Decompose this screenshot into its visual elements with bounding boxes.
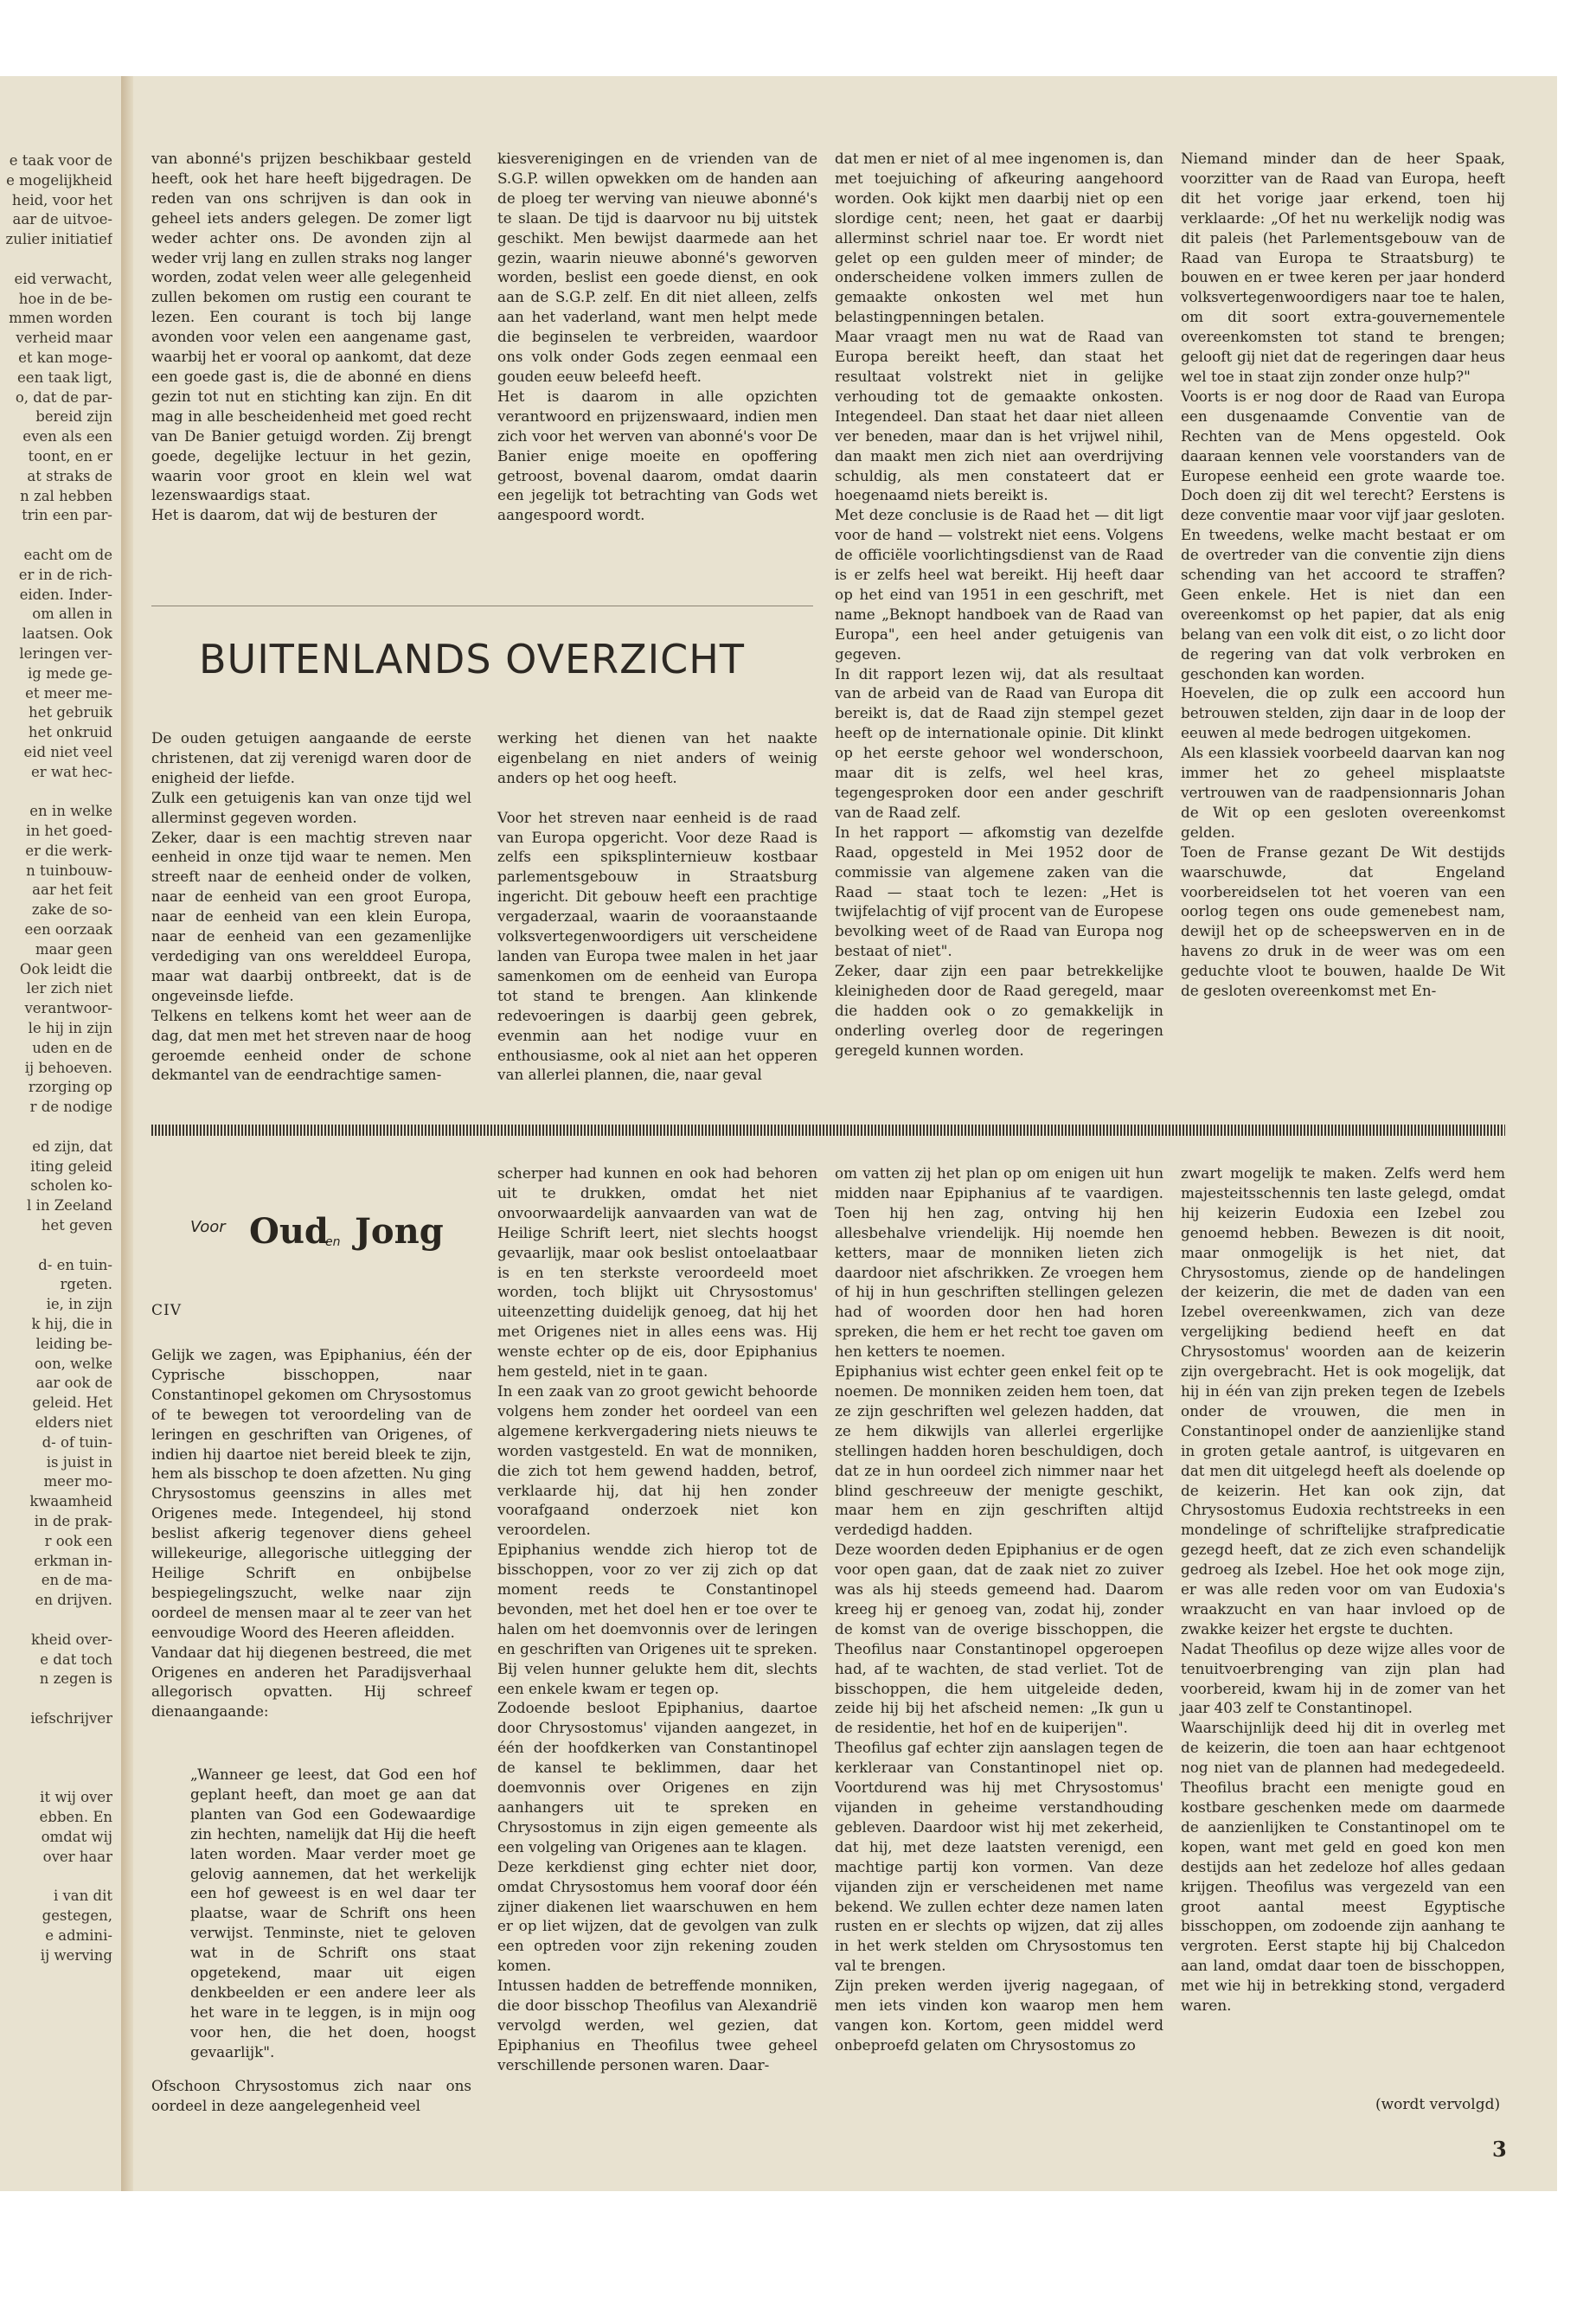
paragraph: Telkens en telkens komt het weer aan de dag, dat men met het streven naar de hoog geroemde eenheid onder de schone dekmantel van de eendrachtige samen- bbox=[151, 1006, 471, 1084]
paragraph: De ouden getuigen aangaande de eerste christenen, dat zij verenigd waren door de enigheid der liefde. bbox=[151, 729, 471, 786]
fragment-line: rzorging op bbox=[28, 1079, 112, 1096]
fragment-line: uden en de bbox=[32, 1039, 112, 1056]
fragment-line: e taak voor de bbox=[9, 152, 112, 169]
paragraph: In dit rapport lezen wij, dat als resultaat van de arbeid van de Raad van Europa dit bereikt is, dat de Raad zijn stempel gezet heeft op de internationale opinie. Dit klinkt op het eerste gehoor wel wonderschoon, maar dit is zelfs, wel heel kras, tegengesproken door een ander geschrift van de Raad zelf. bbox=[835, 664, 1163, 821]
to-be-continued: (wordt vervolgd) bbox=[1375, 2096, 1501, 2113]
fragment-line: leringen ver- bbox=[19, 644, 112, 662]
paragraph: Epiphanius wendde zich hierop tot de bisschoppen, voor zo ver zij zich op dat moment reeds te Constantinopel bevonden, met het doel hen er toe over te halen om het doemvonnis over de leringen en geschriften van Origenes uit te spreken. Bij velen hunner gelukte hem dit, slechts een enkele kwam er tegen op. bbox=[497, 1541, 817, 1697]
fragment-line: is juist in bbox=[46, 1453, 112, 1471]
fragment-line: scholen ko- bbox=[30, 1177, 112, 1195]
fragment-line: e dat toch bbox=[40, 1650, 112, 1668]
fragment-line: kheid over- bbox=[31, 1631, 112, 1648]
paragraph: Waarschijnlijk deed hij dit in overleg met de keizerin, die toen aan haar echtgenoot nog niet van de plannen had medegedeeld. Theofilus bracht een menigte goud en kostbare geschenken mede om daarmede de aanzienlijken te Constantinopel om te kopen, want met geld en goed kon men destijds aan het zedeloze hof alles gedaan krijgen. Theofilus was vergezeld van een groot aantal meest Egyptische bisschoppen, om zodoende zijn aanhang te vergroten. Eerst stapte hij bij Chalcedon aan land, omdat daar toen de bisschoppen, met wie hij in betrekking stond, vergaderd waren. bbox=[1181, 1719, 1505, 2015]
paragraph: Vandaar dat hij diegenen bestreed, die met Origenes en anderen het Paradijsverhaal allegorisch opvatten. Hij schreef dienaangaande: bbox=[151, 1643, 471, 1721]
fragment-line: e mogelijkheid bbox=[6, 171, 112, 189]
title-oud: Oud bbox=[249, 1211, 329, 1252]
oud-jong-column-2 bbox=[497, 1163, 817, 2075]
paragraph: In het rapport — afkomstig van dezelfde Raad, opgesteld in Mei 1952 door de commissie van algemene zaken van die Raad — staat toch te lezen: „Het is twijfelachtig of vijf procent van de Europese bevolking weet of de Raad van Europa nog bestaat of niet". bbox=[835, 823, 1163, 960]
fragment-line: ij werving bbox=[40, 1946, 112, 1964]
fragment-line: er die werk- bbox=[25, 842, 112, 859]
fragment-line: k hij, die in bbox=[31, 1316, 112, 1333]
fragment-line: oon, welke bbox=[35, 1355, 112, 1372]
fragment-line: iefschrijver bbox=[30, 1709, 112, 1727]
fragment-line: ie, in zijn bbox=[46, 1296, 112, 1313]
paragraph: zwart mogelijk te maken. Zelfs werd hem majesteitsschennis ten laste gelegd, omdat hij keizerin Eudoxia een Izebel zou genoemd hebben. Bewezen is dit nooit, maar onmogelijk is het niet, dat Chrysostomus, ziende op de handelingen der keizerin, die met de daden van een Izebel overeenkwamen, zich van deze vergelijking bediend heeft en dat Chrysostomus' woorden aan de keizerin zijn overgebracht. Het is ook mogelijk, dat hij in één van zijn preken tegen de Izebels onder de vrouwen, die men in Constantinopel onder de aanzienlijke stand in groten getale aantrof, is uitgevaren en dat men dit uitgelegd heeft als doelende op de keizerin. Het kan ook zijn, dat Chrysostomus Eudoxia rechtstreeks in een mondelinge of schriftelijke strafpredicatie gezegd heeft, dat ze zich even schandelijk gedroeg als Izebel. Hoe het ook moge zijn, er was alle reden voor om van Eudoxia's wraakzucht en van haar invloed op de zwakke keizer het ergste te duchten. bbox=[1181, 1164, 1505, 1638]
fragment-line: aar het feit bbox=[32, 881, 112, 899]
fragment-line bbox=[0, 1768, 112, 1788]
fragment-line: n tuinbouw- bbox=[26, 862, 112, 879]
fragment-line: le hij in zijn bbox=[28, 1020, 112, 1037]
paragraph: Niemand minder dan de heer Spaak, voorzitter van de Raad van Europa, heeft dit het vorige jaar erkend, toen hij verklaarde: „Of het nu werkelijk nodig was dit paleis (het Parlementsgebouw van de Raad van Europa te Straatsburg) te bouwen en er twee keren per jaar honderd volksvertegenwoordigers naar toe te halen, om dit soort extra-gouvernementele overeenkomsten tot stand te brengen; gelooft gij niet dat de regeringen daar heus wel toe in staat zijn zonder onze hulp?" bbox=[1181, 150, 1505, 385]
fragment-line: et kan moge- bbox=[18, 349, 112, 366]
paragraph: Het is daarom in alle opzichten verantwoord en prijzenswaard, indien men zich voor het werven van abonné's voor De Banier enige moeite en opoffering getroost, bovenal daarom, omdat daarin een jegelijk tot betrachting van Gods wet aangespoord wordt. bbox=[497, 387, 817, 524]
fragment-line: een oorzaak bbox=[24, 921, 112, 939]
buitenlands-column-4 bbox=[1181, 149, 1505, 1001]
fragment-line: hoe in de be- bbox=[18, 290, 112, 307]
previous-page-fragments bbox=[0, 151, 112, 1965]
fragment-line: een taak ligt, bbox=[17, 369, 112, 386]
fragment-line bbox=[0, 1611, 112, 1631]
paragraph: kiesverenigingen en de vrienden van de S.G.P. willen opwekken om de handen aan de ploeg ter werving van nieuwe abonné's te slaan. De tijd is daarvoor nu bij uitstek geschikt. Men bewijst daarmede aan het gezin, waarin nieuwe abonné's geworven worden, beslist een goede dienst, en ook aan de S.G.P. zelf. En dit niet alleen, zelfs aan het vaderland, want men helpt mede die beginselen te verbreiden, waardoor ons volk onder Gods zegen eenmaal een gouden eeuw beleefd heeft. bbox=[497, 150, 817, 385]
paragraph: Zodoende besloot Epiphanius, daartoe door Chrysostomus' vijanden aangezet, in één der hoofdkerken van Constantinopel de kansel te beklimmen, daar het doemvonnis over Origenes en zijn aanhangers uit te spreken en Chrysostomus in zijn eigen gemeente als een volgeling van Origenes aan te klagen. bbox=[497, 1699, 817, 1856]
fragment-line: even als een bbox=[22, 428, 112, 445]
fragment-line: gestegen, bbox=[42, 1907, 112, 1924]
oud-jong-column-3 bbox=[835, 1163, 1163, 2055]
paragraph: Zeker, daar zijn een paar betrekkelijke kleinigheden door de Raad geregeld, maar die hadden ook o zo gemakkelijk in onderling overleg door de regeringen geregeld kunnen worden. bbox=[835, 962, 1163, 1059]
top-column-1 bbox=[151, 149, 471, 525]
fragment-line bbox=[0, 1749, 112, 1769]
fragment-line: eacht om de bbox=[23, 546, 112, 563]
fragment-line: i van dit bbox=[53, 1888, 112, 1905]
fragment-line bbox=[0, 1236, 112, 1256]
fragment-line: verheid maar bbox=[16, 330, 112, 347]
fragment-line: iting geleid bbox=[30, 1157, 112, 1175]
oud-jong-column-1-end: Ofschoon Chrysostomus zich naar ons oordeel in deze aangelegenheid veel bbox=[151, 2077, 471, 2114]
title-voor: Voor bbox=[190, 1218, 226, 1236]
fragment-line: r de nodige bbox=[29, 1099, 112, 1116]
paragraph: Epiphanius wist echter geen enkel feit op te noemen. De monniken zeiden hem toen, dat ze zijn geschriften wel gelezen hadden, dat ze hem dikwijls van allerlei ergerlijke stellingen hadden horen beschuldigen, doch dat ze in hun oordeel zich nimmer naar het blind geschreeuw der menigte geschikt, maar hem en zijn geschriften altijd verdedigd hadden. bbox=[835, 1362, 1163, 1539]
fragment-line: bereid zijn bbox=[35, 408, 112, 426]
fragment-line bbox=[0, 1689, 112, 1709]
paragraph: dat men er niet of al mee ingenomen is, dan met toejuiching of afkeuring aangehoord worden. Ook kijkt men daarbij niet op een slordige cent; neen, het gaat er daarbij allerminst schriel naar toe. Er wordt niet gelet op een gulden meer of minder; de onderscheidene volken immers zullen de gemaakte onkosten wel met hun belastingpenningen betalen. bbox=[835, 150, 1163, 326]
paragraph: om vatten zij het plan op om enigen uit hun midden naar Epiphanius af te vaardigen. Toen hij hen zag, ontving hij hen allesbehalve vriendelijk. Hij noemde hen ketters, maar de monniken lieten zich daardoor niet afschrikken. Ze vroegen hem of hij in hun geschriften stellingen gelezen had of woorden door hen had horen spreken, die hem er het recht toe gaven om hen ketters te noemen. bbox=[835, 1164, 1163, 1361]
fragment-line bbox=[0, 1867, 112, 1887]
paragraph: Deze kerkdienst ging echter niet door, omdat Chrysostomus hem vooraf door één zijner diakenen liet waarschuwen en hem er op liet wijzen, dat de gevolgen van zulk een optreden voor zijn rekening zouden komen. bbox=[497, 1857, 817, 1975]
paragraph: Gelijk we zagen, was Epiphanius, één der Cyprische bisschoppen, naar Constantinopel gekomen om Chrysostomus of te bewegen tot veroordeling van de leringen en geschriften van Origenes, of indien hij daartoe niet bereid bleek te zijn, hem als bisschop te doen afzetten. Nu ging Chrysostomus geenszins in alles met Origenes mede. Integendeel, hij stond beslist afkerig tegenover diens geheel willekeurige, allegorische uitlegging der Heilige Schrift en onbijbelse bespiegelingszucht, welke naar zijn oordeel de mensen maar al te zeer van het eenvoudige Woord des Heeren afleidden. bbox=[151, 1346, 471, 1641]
buitenlands-column-2 bbox=[497, 728, 817, 1085]
fragment-line: Ook leidt die bbox=[19, 960, 112, 977]
fragment-line: er wat hec- bbox=[31, 763, 112, 780]
paragraph: Toen de Franse gezant De Wit destijds waarschuwde, dat Engeland voorbereidselen tot het voeren van een oorlog tegen ons oude gemenebest nam, dewijl het op de scheepswerven en in de havens zo druk in de weer was om een geduchte vloot te bouwen, haalde De Wit de gesloten overeenkomst met En- bbox=[1181, 843, 1505, 1000]
fragment-line: het geven bbox=[41, 1217, 112, 1234]
fragment-line: r ook een bbox=[44, 1532, 112, 1549]
paragraph: Theofilus gaf echter zijn aanslagen tegen de kerkleraar van Constantinopel niet op. Voortdurend was hij met Chrysostomus' vijanden in geheime verstandhouding gebleven. Daardoor wist hij met zekerheid, dat hij, met deze laatsten verenigd, een machtige partij kon vormen. Van deze vijanden zijn er verscheidenen met name bekend. We zullen echter deze namen laten rusten en er slechts op wijzen, dat zij alles in het werk stelden om Chrysostomus ten val te brengen. bbox=[835, 1739, 1163, 1975]
paragraph: scherper had kunnen en ook had behoren uit te drukken, omdat het niet onvoorwaardelijk aanvaarden van wat de Heilige Schrift leert, niet slechts hoogst gevaarlijk, maar ook beslist ontoelaatbaar is en ten sterkste veroordeeld moet worden, toch blijkt uit Chrysostomus' uiteenzetting duidelijk genoeg, dat hij het met Origenes niet in alles eens was. Hij wenste echter op de eis, door Epiphanius hem gesteld, niet in te gaan. bbox=[497, 1164, 817, 1381]
paragraph: Zeker, daar is een machtig streven naar eenheid in onze tijd waar te nemen. Men streeft naar de eenheid onder de volken, naar de eenheid van een groot Europa, naar de eenheid van een klein Europa, naar de eenheid van een gezamenlijke verdediging van ons werelddeel Europa, maar wat daarbij ontbreekt, dat is de ongeveinsde liefde. bbox=[151, 828, 471, 1004]
fragment-line: l in Zeeland bbox=[27, 1197, 112, 1215]
fragment-line: rgeten. bbox=[60, 1276, 112, 1293]
fragment-line: en de ma- bbox=[41, 1572, 112, 1589]
paragraph: Hoevelen, die op zulk een accoord hun betrouwen stelden, zijn daar in de loop der eeuwen al mede bedrogen uitgekomen. bbox=[1181, 684, 1505, 742]
fragment-line: it wij over bbox=[40, 1789, 112, 1806]
buitenlands-column-3 bbox=[835, 149, 1163, 1061]
fragment-line bbox=[0, 1118, 112, 1138]
fragment-line: ed zijn, dat bbox=[32, 1138, 112, 1155]
fragment-line: e admini- bbox=[45, 1926, 112, 1944]
fragment-line: ig mede ge- bbox=[28, 664, 112, 682]
fragment-line: d- en tuin- bbox=[38, 1256, 112, 1273]
fragment-line: n zegen is bbox=[39, 1670, 112, 1688]
quote-block: „Wanneer ge leest, dat God een hof geplant heeft, dan moet ge aan dat planten van God een Godewaardige zin hechten, namelijk dat Hij die heeft laten worden. Maar verder moet ge gelovig aannemen, dat het werkelijk een hof geweest is en wel daar ter plaatse, waar de Schrift ons heen verwijst. Tenminste, niet te geloven wat in de Schrift ons staat opgetekend, maar uit eigen denkbeelden er een andere leer als het ware in te leggen, is in mijn oog voor hen, die het doen, hoogst gevaarlijk". bbox=[190, 1766, 476, 2061]
fragment-line: om allen in bbox=[32, 606, 112, 623]
fragment-line: verantwoor- bbox=[24, 1000, 112, 1017]
fragment-line bbox=[0, 526, 112, 546]
binding-spine bbox=[121, 76, 133, 2191]
paragraph: Zijn preken werden ijverig nagegaan, of men iets vinden kon waarop men hem vangen kon. Kortom, geen middel werd onbeproefd gelaten om Chrysostomus zo bbox=[835, 1977, 1163, 2054]
fragment-line: in de prak- bbox=[34, 1512, 112, 1529]
fragment-line: et meer me- bbox=[25, 684, 112, 702]
paragraph: Met deze conclusie is de Raad het — dit ligt voor de hand — volstrekt niet eens. Volgens de officiële voorlichtingsdienst van de Raad is er zelfs heel wat bereikt. Hij heeft daar op het eind van 1951 in een geschrift, met name „Beknopt handboek van de Raad van Europa", een heel ander getuigenis van gegeven. bbox=[835, 506, 1163, 663]
fragment-line: aar ook de bbox=[35, 1375, 112, 1392]
fragment-line: d- of tuin- bbox=[42, 1433, 112, 1451]
title-jong: Jong bbox=[355, 1211, 444, 1252]
fragment-line: at straks de bbox=[27, 467, 112, 484]
fragment-line: eiden. Inder- bbox=[19, 586, 112, 603]
fragment-line: aar de uitvoe- bbox=[12, 211, 112, 228]
paragraph: Nadat Theofilus op deze wijze alles voor de tenuitvoerbrenging van zijn plan had voorbereid, kwam hij in de zomer van het jaar 403 zelf te Constantinopel. bbox=[1181, 1639, 1505, 1717]
fragment-line: zake de so- bbox=[31, 901, 112, 919]
top-column-2 bbox=[497, 149, 817, 525]
oud-jong-column-4 bbox=[1181, 1163, 1505, 2016]
paragraph: Voorts is er nog door de Raad van Europa een dusgenaamde Conventie van de Rechten van de Mens opgesteld. Ook daaraan kennen vele voorstanders van de Europese eenheid een grote waarde toe. Doch doen zij dit wel terecht? Eerstens is deze conventie maar voor vijf jaar gesloten. En tweedens, welke macht bestaat er om de overtreder van die conventie zijn diens schending van het accoord te straffen? Geen enkele. Het is niet dan een overeenkomst op het papier, dat als enig belang van een volk dit eist, o zo licht door de regering van dat volk verbroken en geschonden kan worden. bbox=[1181, 387, 1505, 683]
fragment-line: het gebruik bbox=[29, 704, 112, 721]
fragment-line: en in welke bbox=[29, 803, 112, 820]
fragment-line: elders niet bbox=[35, 1414, 112, 1431]
fragment-line bbox=[0, 1729, 112, 1749]
fragment-line: meer mo- bbox=[43, 1473, 112, 1490]
fragment-line: leiding be- bbox=[35, 1335, 112, 1352]
fragment-line: eid verwacht, bbox=[14, 270, 112, 287]
fragment-line: en drijven. bbox=[35, 1592, 112, 1609]
fragment-line: omdat wij bbox=[41, 1828, 112, 1845]
fragment-line: mmen worden bbox=[9, 310, 112, 327]
fragment-line: n zal hebben bbox=[20, 487, 112, 504]
fragment-line: maar geen bbox=[35, 940, 112, 958]
fragment-line: ij behoeven. bbox=[24, 1059, 112, 1076]
fragment-line: erkman in- bbox=[34, 1552, 112, 1569]
fragment-line: laatsen. Ook bbox=[22, 625, 112, 643]
paragraph bbox=[497, 788, 817, 808]
decorative-rule bbox=[151, 1125, 1505, 1136]
fragment-line: geleid. Het bbox=[32, 1394, 112, 1412]
fragment-line: in het goed- bbox=[26, 823, 112, 840]
oud-jong-column-1 bbox=[151, 1345, 471, 1721]
paragraph: Het is daarom, dat wij de besturen der bbox=[151, 506, 438, 524]
fragment-line: heid, voor het bbox=[11, 191, 112, 208]
installment-number: CIV bbox=[151, 1302, 182, 1319]
fragment-line: ebben. En bbox=[39, 1808, 112, 1825]
fragment-line: o, dat de par- bbox=[15, 388, 112, 406]
paragraph: Zulk een getuigenis kan van onze tijd wel allerminst gegeven worden. bbox=[151, 788, 471, 826]
paragraph: Deze woorden deden Epiphanius er de ogen voor open gaan, dat de zaak niet zo zuiver was als hij steeds gemeend had. Daarom kreeg hij er genoeg van, zodat hij, zonder de komst van de overige bisschoppen, die Theofilus naar Constantinopel opgeroepen had, af te wachten, de stad verliet. Tot de bisschoppen, die hem uitgeleide deden, zeide hij bij het afscheid nemen: „Ik gun u de residentie, het hof en de kuiperijen". bbox=[835, 1541, 1163, 1737]
fragment-line: trin een par- bbox=[22, 507, 112, 524]
paragraph: In een zaak van zo groot gewicht behoorde volgens hem zonder het oordeel van een algemene kerkvergadering niets nieuws te worden vastgesteld. En wat de monniken, die zich tot hem gewend hadden, betrof, verklaarde hij, dat hij hen zonder voorafgaand onderzoek niet kon veroordelen. bbox=[497, 1381, 817, 1539]
fragment-line: over haar bbox=[42, 1848, 112, 1865]
paragraph: van abonné's prijzen beschikbaar gesteld heeft, ook het hare heeft bijgedragen. De reden van ons schrijven is dan ook in geheel iets anders gelegen. De zomer ligt weder achter ons. De avonden zijn al weder vrij lang en zullen straks nog langer worden, zodat velen weer alle gelegenheid zullen bekomen om rustig een courant te lezen. Een courant is toch bij lange avonden voor velen een aangename gast, waarbij het er vooral op aankomt, dat deze een goede gast is, die de abonné en diens gezin tot nut en stichting kan zijn. En dit mag in alle bescheidenheid met goed recht van De Banier getuigd worden. Zij brengt goede, degelijke lectuur in het gezin, waarin voor groot en klein wel wat lezenswaardigs staat. bbox=[151, 150, 471, 504]
paragraph: Als een klassiek voorbeeld daarvan kan nog immer het zo geheel misplaatste vertrouwen van de raadpensionnaris Johan de Wit op een gesloten overeenkomst gelden. bbox=[1181, 744, 1505, 841]
buitenlands-column-1 bbox=[151, 728, 471, 1085]
paragraph: werking het dienen van het naakte eigenbelang en niet anders of weinig anders op het oog heeft. bbox=[497, 729, 817, 786]
fragment-line bbox=[0, 783, 112, 803]
fragment-line: ler zich niet bbox=[26, 980, 112, 997]
fragment-line: eid niet veel bbox=[23, 743, 112, 760]
paragraph: Voor het streven naar eenheid is de raad van Europa opgericht. Voor deze Raad is zelfs een spiksplinternieuw kostbaar parlementsgebouw in Straatsburg ingericht. Dit gebouw heeft een prachtige vergaderzaal, waarin de vooraanstaande volksvertegenwoordigers uit verscheidene landen van Europa twee malen in het jaar samenkomen om de eenheid van Europa tot stand te brengen. Aan klinkende redevoeringen is daarbij geen gebrek, evenmin aan het nodige vuur en enthousiasme, ook al niet aan het opperen van allerlei plannen, die, naar geval bbox=[497, 808, 817, 1084]
fragment-line: zulier initiatief bbox=[5, 231, 112, 248]
page-number: 3 bbox=[1492, 2137, 1507, 2162]
paragraph: Intussen hadden de betreffende monniken, die door bisschop Theofilus van Alexandrië vervolgd werden, wel gezien, dat Epiphanius en Theofilus twee geheel verschillende personen waren. Daar- bbox=[497, 1977, 817, 2073]
paragraph: Maar vraagt men nu wat de Raad van Europa bereikt heeft, dan staat het resultaat volstrekt niet in gelijke verhouding tot de gemaakte onkosten. Integendeel. Dan staat het daar niet alleen ver beneden, maar dan is het vrijwel nihil, dan maakt men zich niet aan overdrijving schuldig, als men constateert dat er hoegenaamd niets bereikt is. bbox=[835, 328, 1163, 504]
title-en: en bbox=[325, 1235, 341, 1249]
fragment-line: toont, en er bbox=[28, 447, 112, 465]
fragment-line: er in de rich- bbox=[18, 566, 112, 583]
fragment-line bbox=[0, 250, 112, 270]
voor-oud-en-jong-title bbox=[190, 1211, 450, 1272]
fragment-line: kwaamheid bbox=[29, 1493, 112, 1510]
fragment-line: het onkruid bbox=[28, 724, 112, 741]
headline-buitenlands-overzicht: BUITENLANDS OVERZICHT bbox=[199, 636, 745, 683]
